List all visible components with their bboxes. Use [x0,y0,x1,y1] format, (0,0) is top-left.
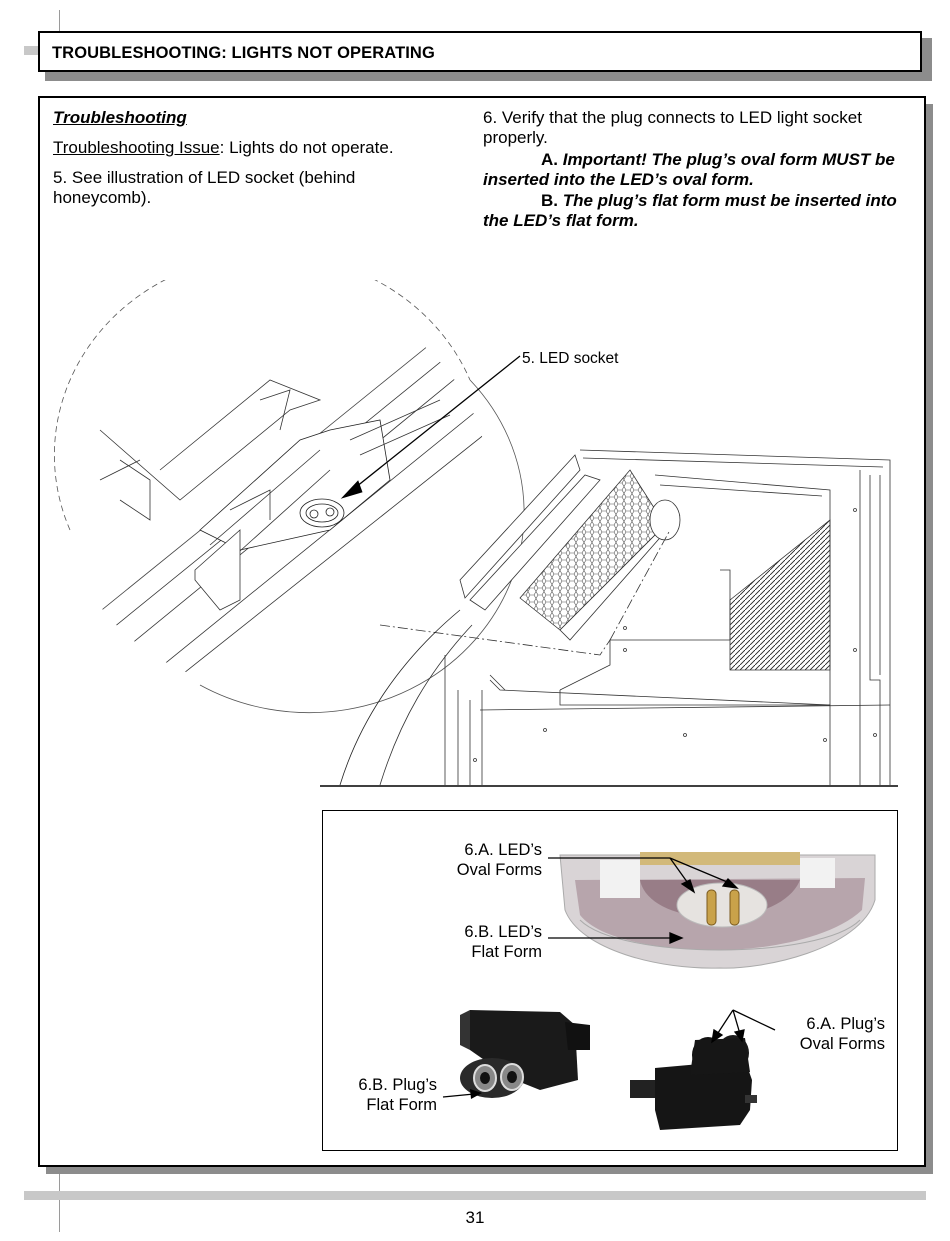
led-photo [560,852,875,968]
led-oval-label-line1: 6.A. LED’s [464,841,542,859]
issue-label: Troubleshooting Issue [53,138,220,157]
plug-oval-label-line1: 6.A. Plug’s [806,1015,885,1033]
plug-flat-photo [460,1010,590,1098]
plug-oval-arrows [712,1010,775,1042]
led-flat-label [440,922,542,962]
led-oval-label [440,840,542,880]
plug-oval-label [775,1014,885,1054]
plug-flat-label [330,1075,437,1115]
margin-band-bottom [24,1191,926,1200]
magnified-view [40,280,524,713]
step-6b-text [483,191,903,231]
step-6b-prefix: B. [541,191,558,210]
step-6a-body: Important! The plug’s oval form MUST be inserted into the LED’s oval form. [483,150,895,189]
step-6a-text [483,150,903,190]
step-6-text: 6. Verify that the plug connects to LED light socket properly. [483,108,862,147]
step-5-text: 5. See illustration of LED socket (behind honeycomb). [53,168,356,207]
socket-callout-label: 5. LED socket [522,350,619,367]
plug-oval-photo [630,1035,757,1130]
led-oval-label-line2: Oval Forms [456,861,542,879]
led-flat-label-line2: Flat Form [471,943,542,961]
plug-flat-label-line2: Flat Form [366,1096,437,1114]
plug-oval-label-line2: Oval Forms [799,1035,885,1053]
issue-text: : Lights do not operate. [219,138,394,157]
led-flat-label-line1: 6.B. LED’s [464,923,542,941]
step-6a-prefix: A. [541,150,558,169]
step-6b-body: The plug’s flat form must be inserted into the LED’s flat form. [483,191,897,230]
page-number: 31 [465,1208,485,1227]
issue-line [53,138,394,158]
plug-flat-arrow-line [443,1094,474,1097]
title-bar [38,31,922,72]
led-socket-illustration [0,280,950,800]
page-title: TROUBLESHOOTING: LIGHTS NOT OPERATING [52,44,435,62]
plug-flat-label-line1: 6.B. Plug’s [358,1076,437,1094]
cabinet-drawing [320,450,898,786]
section-heading: Troubleshooting [53,108,187,127]
